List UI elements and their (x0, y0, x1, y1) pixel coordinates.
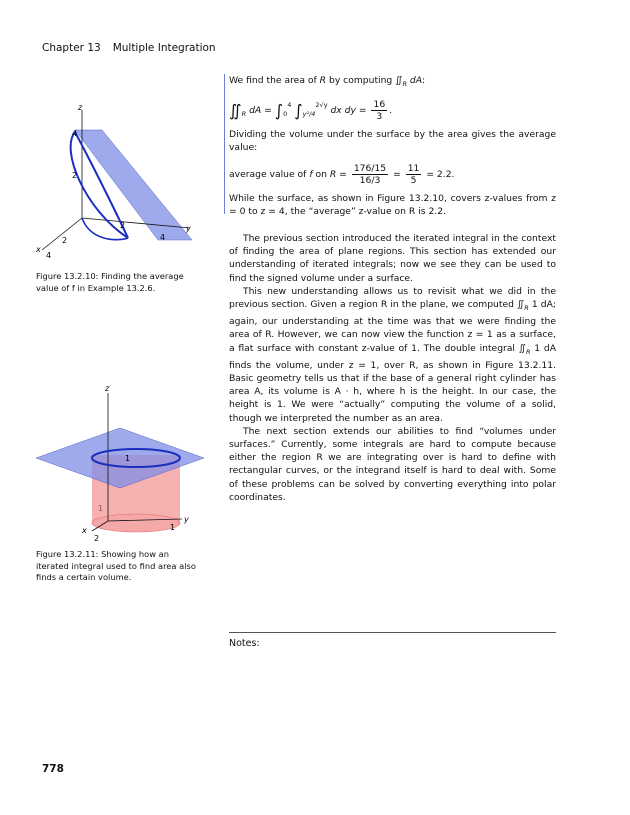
fig1-tick-z2: 2 (72, 171, 78, 180)
dividing-line: Dividing the volume under the surface by the area gives the average value: (229, 129, 556, 154)
avg-result: = 2.2. (426, 168, 455, 180)
double-integral-symbol: ∬ (395, 75, 403, 86)
fig1-axis-z: z (78, 103, 83, 112)
paragraph-1: The previous section introduced the iterated integral in the context of finding the area of plane regions. This section has extended our understanding of iterated integrals; now we see they can be used to find the signed volume under a surface. (229, 233, 556, 284)
para2-text-a: This new understanding allows us to revisit what we did in the previous section. Given a region R in the plane, we computed (229, 285, 556, 311)
fig2-axis-z: z (105, 384, 110, 393)
fig1-tick-y2: 2 (120, 221, 126, 230)
avg-f: f (309, 168, 313, 180)
eq1-integral-inner: ∫ (294, 101, 303, 121)
eq1-integral-outer: ∫ (274, 101, 284, 121)
notes-label: Notes: (229, 638, 260, 649)
avg-label: average value of (229, 168, 310, 180)
fig1-tick-z4: 4 (72, 129, 78, 138)
fig1-axis-y: y (186, 224, 191, 233)
avg-num1: 176/15 (353, 162, 387, 174)
notes-divider (229, 632, 556, 633)
fig2-tick-y1: 1 (170, 523, 176, 532)
equation-area (229, 99, 556, 122)
intro-colon: : (422, 75, 426, 86)
avg-on: on (312, 168, 330, 180)
avg-fraction-1 (352, 163, 388, 186)
intro-var-R: R (319, 75, 327, 86)
para2-integral-1: ∬ (517, 299, 525, 311)
fig2-tick-x2: 2 (94, 534, 100, 543)
figure-13-2-11-caption: Figure 13.2.11: Showing how an iterated integral used to find area also finds a certain volume. (36, 549, 196, 582)
eq1-period: . (389, 105, 393, 117)
intro-dA: dA (409, 75, 423, 86)
integral-subscript: R (402, 80, 407, 88)
while-paragraph: While the surface, as shown in Figure 13.2.10, covers z-values from z = 0 to z = 4, the “average” z-value on R is 2.2. (229, 192, 556, 217)
figure-13-2-11 (30, 383, 210, 543)
fig1-tick-y4: 4 (160, 233, 166, 242)
eq1-upper-inner: 2√y (315, 101, 328, 110)
eq1-fraction (371, 99, 387, 122)
fig2-tick-x1: 1 (98, 504, 104, 513)
para2-integral-2: ∬ (518, 342, 526, 354)
fig2-axis-x: x (82, 526, 87, 535)
x-axis (42, 218, 82, 250)
main-text (229, 74, 556, 504)
fig2-axis-y: y (184, 515, 189, 524)
example-margin-bar (224, 74, 225, 214)
para2-integral-2-sub: R (526, 347, 531, 356)
equation-average (229, 163, 556, 186)
fig1-axis-x: x (36, 245, 41, 254)
avg-den1: 16/3 (359, 174, 381, 186)
surface-plane (75, 130, 192, 240)
figure-13-2-10 (30, 100, 210, 265)
chapter-title: Multiple Integration (112, 42, 216, 54)
chapter-label: Chapter 13 (42, 42, 101, 54)
running-header (42, 42, 216, 54)
eq1-integral-sub: R (241, 110, 247, 119)
eq1-upper-outer: 4 (287, 101, 292, 110)
fig1-tick-x2: 2 (62, 236, 68, 245)
intro-text-a: We find the area of (229, 75, 320, 86)
fig1-tick-x4: 4 (46, 251, 52, 260)
avg-equals-2: = (393, 168, 401, 180)
eq1-numerator: 16 (373, 99, 386, 111)
paragraph-3: The next section extends our abilities to find “volumes under surfaces.” Currently, some integrals are hard to compute because either the region R we are integrating over is hard to define with rectangular curves, or the integrand itself is hard to deal with. Some of these problems can be solved by converting everything into polar coordinates. (229, 425, 556, 503)
intro-text-b: by computing (326, 75, 396, 86)
eq1-lhs: dA = (249, 105, 272, 117)
intro-line (229, 74, 556, 91)
para2-text-b: 1 dA; again, our understanding at the time was that we were finding the area of R. However, we can now view the function z = 1 as a surface, a flat surface with constant z-value of 1. The double integral (229, 299, 556, 354)
para2-integral-1-sub: R (524, 304, 529, 313)
page-number: 778 (42, 763, 64, 775)
paragraph-2 (229, 285, 556, 425)
avg-num2: 11 (407, 162, 420, 174)
fig2-tick-z1: 1 (125, 454, 131, 463)
avg-fraction-2 (406, 163, 422, 186)
figure-13-2-10-caption: Figure 13.2.10: Finding the average value of f in Example 13.2.6. (36, 271, 184, 293)
avg-den2: 5 (410, 174, 417, 186)
avg-R: R (329, 168, 337, 180)
eq1-differential: dx dy = (330, 105, 367, 117)
avg-equals: = (336, 168, 347, 180)
eq1-double-integral: ∬ (229, 101, 242, 121)
eq1-denominator: 3 (376, 111, 383, 123)
para2-text-c: 1 dA finds the volume, under z = 1, over R, as shown in Figure 13.2.11. Basic geometry tells us that if the base of a general right cylinder has area A, its volume is A · h, where h is the height. In our case, the height is 1. We were “actually” computing the volume of a solid, though we interpreted the number as an area. (229, 342, 557, 424)
eq1-lower-outer: 0 (283, 110, 288, 119)
eq1-lower-inner: y²/4 (302, 110, 316, 119)
